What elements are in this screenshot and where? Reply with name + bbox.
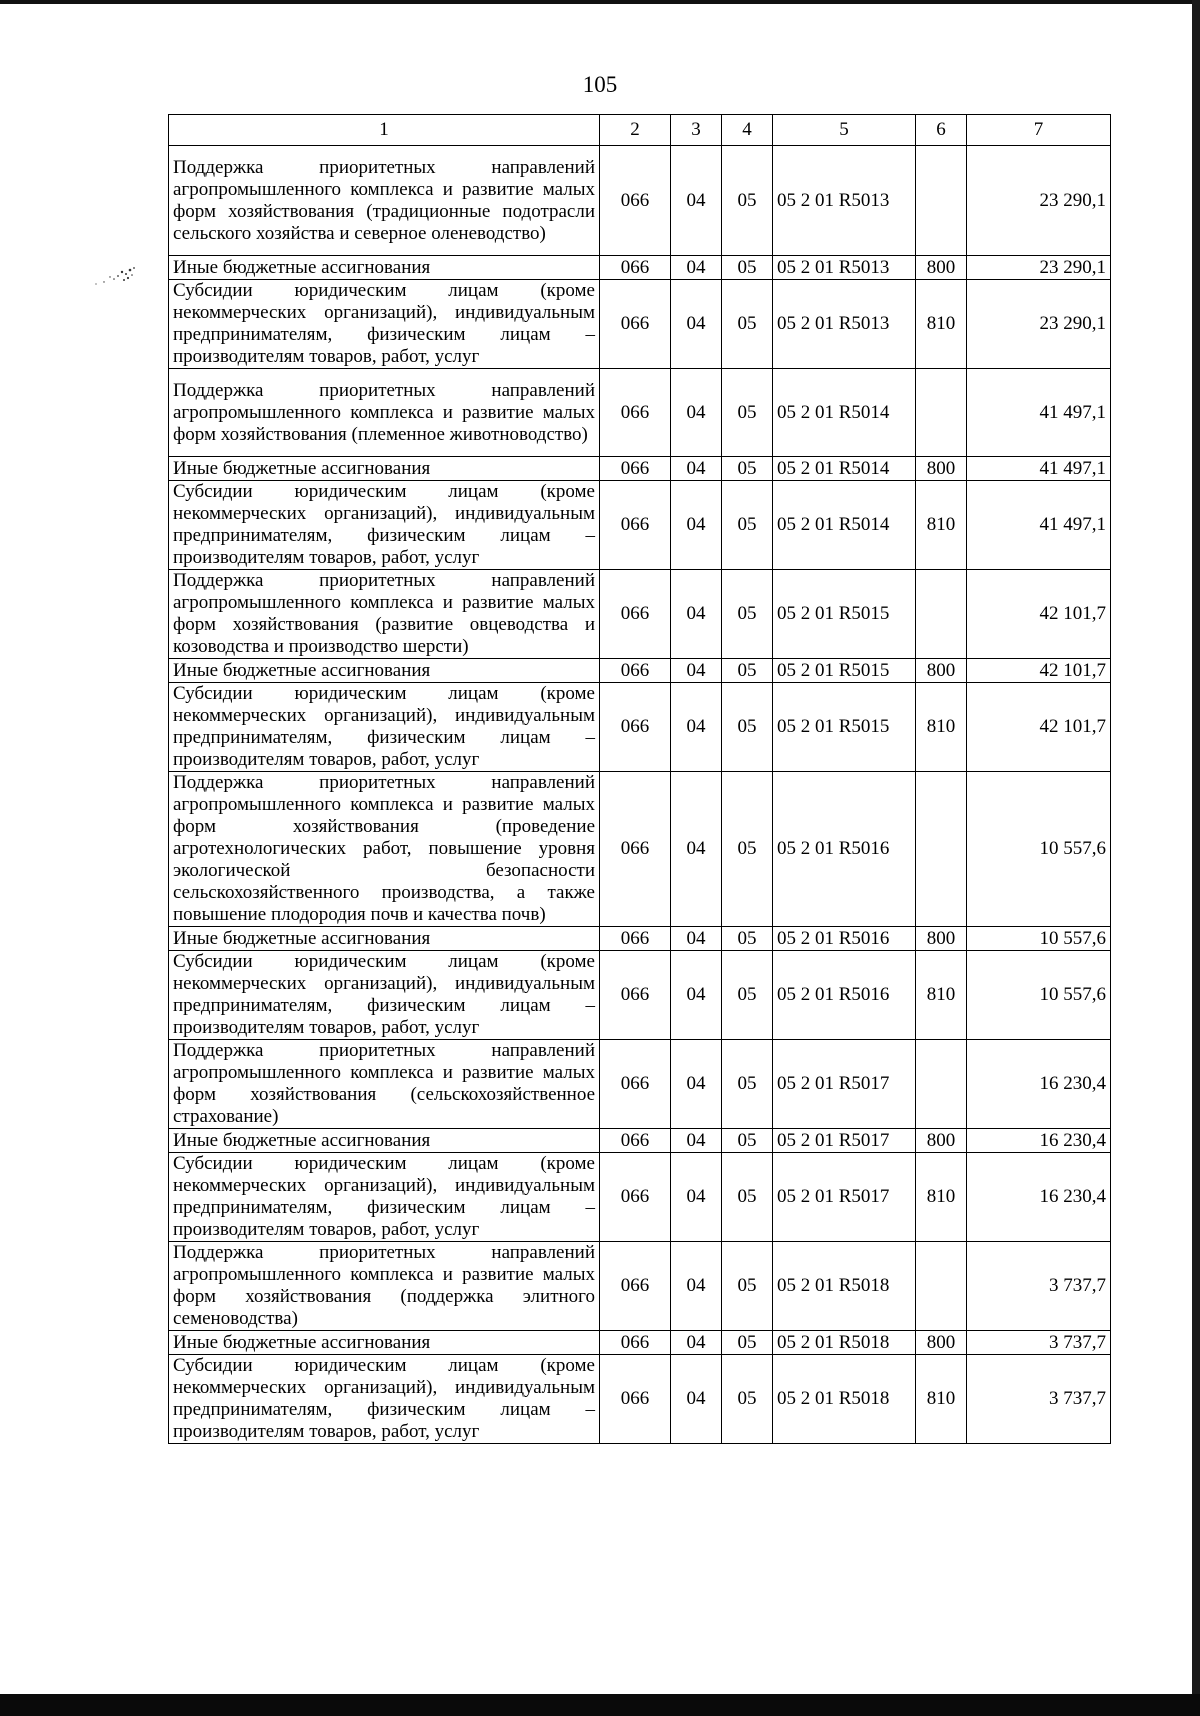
amount-cell: 42 101,7 (967, 570, 1111, 659)
row-description: Субсидии юридическим лицам (кроме некоммерческих организаций), индивидуальным предпринимателям, физическим лицам – производителям товаров, работ, услуг (169, 1153, 600, 1242)
amount-cell: 16 230,4 (967, 1153, 1111, 1242)
ministry-code-cell: 066 (600, 256, 671, 280)
table-row (169, 457, 1111, 481)
amount-cell: 41 497,1 (967, 369, 1111, 457)
amount-cell: 10 557,6 (967, 951, 1111, 1040)
target-article-cell: 05 2 01 R5017 (773, 1153, 916, 1242)
subsection-code-cell: 05 (722, 146, 773, 256)
expense-type-cell (916, 1040, 967, 1129)
section-code-cell: 04 (671, 570, 722, 659)
expense-type-cell: 810 (916, 683, 967, 772)
row-description: Иные бюджетные ассигнования (169, 256, 600, 280)
expense-type-cell: 810 (916, 1153, 967, 1242)
table-body (169, 146, 1111, 1444)
expense-type-cell (916, 369, 967, 457)
section-code-cell: 04 (671, 1242, 722, 1331)
table-row (169, 683, 1111, 772)
expense-type-cell (916, 570, 967, 659)
ministry-code-cell: 066 (600, 146, 671, 256)
amount-cell: 42 101,7 (967, 683, 1111, 772)
subsection-code-cell: 05 (722, 1153, 773, 1242)
ministry-code-cell: 066 (600, 1331, 671, 1355)
subsection-code-cell: 05 (722, 1129, 773, 1153)
target-article-cell: 05 2 01 R5014 (773, 481, 916, 570)
page-number: 105 (582, 72, 618, 97)
row-description: Иные бюджетные ассигнования (169, 1331, 600, 1355)
section-code-cell: 04 (671, 1129, 722, 1153)
expense-type-cell: 810 (916, 951, 967, 1040)
amount-cell: 23 290,1 (967, 146, 1111, 256)
row-description: Поддержка приоритетных направлений агропромышленного комплекса и развитие малых форм хозяйствования (сельскохозяйственное страхование) (169, 1040, 600, 1129)
subsection-code-cell: 05 (722, 683, 773, 772)
target-article-cell: 05 2 01 R5016 (773, 951, 916, 1040)
table-header-row (169, 115, 1111, 146)
section-code-cell: 04 (671, 1153, 722, 1242)
subsection-code-cell: 05 (722, 927, 773, 951)
row-description: Иные бюджетные ассигнования (169, 927, 600, 951)
table-row (169, 256, 1111, 280)
target-article-cell: 05 2 01 R5017 (773, 1040, 916, 1129)
section-code-cell: 04 (671, 951, 722, 1040)
ministry-code-cell: 066 (600, 927, 671, 951)
section-code-cell: 04 (671, 659, 722, 683)
target-article-cell: 05 2 01 R5017 (773, 1129, 916, 1153)
table-row (169, 280, 1111, 369)
ministry-code-cell: 066 (600, 481, 671, 570)
ministry-code-cell: 066 (600, 683, 671, 772)
section-code-cell: 04 (671, 927, 722, 951)
target-article-cell: 05 2 01 R5015 (773, 683, 916, 772)
table-row (169, 951, 1111, 1040)
row-description: Субсидии юридическим лицам (кроме некоммерческих организаций), индивидуальным предпринимателям, физическим лицам – производителям товаров, работ, услуг (169, 481, 600, 570)
expense-type-cell (916, 1242, 967, 1331)
table-row (169, 772, 1111, 927)
row-description: Иные бюджетные ассигнования (169, 659, 600, 683)
target-article-cell: 05 2 01 R5018 (773, 1331, 916, 1355)
amount-cell: 41 497,1 (967, 481, 1111, 570)
table-row (169, 1153, 1111, 1242)
ministry-code-cell: 066 (600, 1242, 671, 1331)
expense-type-cell: 810 (916, 481, 967, 570)
table-row (169, 1355, 1111, 1444)
table-row (169, 1331, 1111, 1355)
subsection-code-cell: 05 (722, 570, 773, 659)
ministry-code-cell: 066 (600, 659, 671, 683)
subsection-code-cell: 05 (722, 772, 773, 927)
header-cell: 3 (671, 115, 722, 146)
expense-type-cell: 800 (916, 457, 967, 481)
table-row (169, 1242, 1111, 1331)
target-article-cell: 05 2 01 R5016 (773, 927, 916, 951)
amount-cell: 16 230,4 (967, 1040, 1111, 1129)
section-code-cell: 04 (671, 1355, 722, 1444)
ministry-code-cell: 066 (600, 951, 671, 1040)
target-article-cell: 05 2 01 R5014 (773, 369, 916, 457)
ministry-code-cell: 066 (600, 457, 671, 481)
amount-cell: 23 290,1 (967, 256, 1111, 280)
subsection-code-cell: 05 (722, 481, 773, 570)
row-description: Субсидии юридическим лицам (кроме некоммерческих организаций), индивидуальным предпринимателям, физическим лицам – производителям товаров, работ, услуг (169, 951, 600, 1040)
table-row (169, 146, 1111, 256)
amount-cell: 3 737,7 (967, 1355, 1111, 1444)
ministry-code-cell: 066 (600, 570, 671, 659)
expense-type-cell: 800 (916, 659, 967, 683)
ministry-code-cell: 066 (600, 1153, 671, 1242)
section-code-cell: 04 (671, 1331, 722, 1355)
header-cell: 4 (722, 115, 773, 146)
row-description: Поддержка приоритетных направлений агропромышленного комплекса и развитие малых форм хозяйствования (традиционные подотрасли сельского хозяйства и северное оленеводство) (169, 146, 600, 256)
table-row (169, 481, 1111, 570)
row-description: Субсидии юридическим лицам (кроме некоммерческих организаций), индивидуальным предпринимателям, физическим лицам – производителям товаров, работ, услуг (169, 1355, 600, 1444)
header-cell: 7 (967, 115, 1111, 146)
row-description: Иные бюджетные ассигнования (169, 1129, 600, 1153)
amount-cell: 10 557,6 (967, 772, 1111, 927)
table-row (169, 369, 1111, 457)
subsection-code-cell: 05 (722, 369, 773, 457)
expense-type-cell: 800 (916, 927, 967, 951)
ministry-code-cell: 066 (600, 280, 671, 369)
target-article-cell: 05 2 01 R5014 (773, 457, 916, 481)
section-code-cell: 04 (671, 683, 722, 772)
subsection-code-cell: 05 (722, 1242, 773, 1331)
table-row (169, 1129, 1111, 1153)
expense-type-cell: 800 (916, 1331, 967, 1355)
scan-right-edge (1192, 0, 1200, 1716)
expense-type-cell: 810 (916, 1355, 967, 1444)
expense-type-cell: 800 (916, 256, 967, 280)
section-code-cell: 04 (671, 256, 722, 280)
section-code-cell: 04 (671, 457, 722, 481)
row-description: Иные бюджетные ассигнования (169, 457, 600, 481)
scan-noise-mark (92, 262, 138, 290)
ministry-code-cell: 066 (600, 1040, 671, 1129)
amount-cell: 42 101,7 (967, 659, 1111, 683)
amount-cell: 3 737,7 (967, 1331, 1111, 1355)
ministry-code-cell: 066 (600, 369, 671, 457)
section-code-cell: 04 (671, 481, 722, 570)
section-code-cell: 04 (671, 146, 722, 256)
amount-cell: 41 497,1 (967, 457, 1111, 481)
target-article-cell: 05 2 01 R5016 (773, 772, 916, 927)
target-article-cell: 05 2 01 R5013 (773, 280, 916, 369)
amount-cell: 10 557,6 (967, 927, 1111, 951)
ministry-code-cell: 066 (600, 772, 671, 927)
subsection-code-cell: 05 (722, 1355, 773, 1444)
expense-type-cell: 800 (916, 1129, 967, 1153)
header-cell: 1 (169, 115, 600, 146)
scan-top-edge (0, 0, 1200, 4)
expense-type-cell (916, 146, 967, 256)
header-cell: 2 (600, 115, 671, 146)
section-code-cell: 04 (671, 280, 722, 369)
amount-cell: 16 230,4 (967, 1129, 1111, 1153)
amount-cell: 3 737,7 (967, 1242, 1111, 1331)
target-article-cell: 05 2 01 R5015 (773, 659, 916, 683)
header-cell: 6 (916, 115, 967, 146)
ministry-code-cell: 066 (600, 1129, 671, 1153)
budget-table (168, 114, 1111, 1444)
row-description: Поддержка приоритетных направлений агропромышленного комплекса и развитие малых форм хозяйствования (развитие овцеводства и козоводства и производство шерсти) (169, 570, 600, 659)
row-description: Субсидии юридическим лицам (кроме некоммерческих организаций), индивидуальным предпринимателям, физическим лицам – производителям товаров, работ, услуг (169, 280, 600, 369)
target-article-cell: 05 2 01 R5015 (773, 570, 916, 659)
target-article-cell: 05 2 01 R5018 (773, 1242, 916, 1331)
subsection-code-cell: 05 (722, 1331, 773, 1355)
target-article-cell: 05 2 01 R5018 (773, 1355, 916, 1444)
section-code-cell: 04 (671, 369, 722, 457)
table-row (169, 927, 1111, 951)
subsection-code-cell: 05 (722, 457, 773, 481)
table-row (169, 659, 1111, 683)
subsection-code-cell: 05 (722, 280, 773, 369)
row-description: Поддержка приоритетных направлений агропромышленного комплекса и развитие малых форм хозяйствования (поддержка элитного семеноводства) (169, 1242, 600, 1331)
header-cell: 5 (773, 115, 916, 146)
section-code-cell: 04 (671, 772, 722, 927)
subsection-code-cell: 05 (722, 256, 773, 280)
row-description: Поддержка приоритетных направлений агропромышленного комплекса и развитие малых форм хозяйствования (проведение агротехнологических работ, повышение уровня экологической безопасности сельскохозяйственного производства, а также повышение плодородия почв и качества почв) (169, 772, 600, 927)
row-description: Поддержка приоритетных направлений агропромышленного комплекса и развитие малых форм хозяйствования (племенное животноводство) (169, 369, 600, 457)
scan-bottom-edge (0, 1694, 1200, 1716)
amount-cell: 23 290,1 (967, 280, 1111, 369)
subsection-code-cell: 05 (722, 951, 773, 1040)
table-row (169, 570, 1111, 659)
table-row (169, 1040, 1111, 1129)
target-article-cell: 05 2 01 R5013 (773, 256, 916, 280)
expense-type-cell: 810 (916, 280, 967, 369)
ministry-code-cell: 066 (600, 1355, 671, 1444)
expense-type-cell (916, 772, 967, 927)
subsection-code-cell: 05 (722, 1040, 773, 1129)
row-description: Субсидии юридическим лицам (кроме некоммерческих организаций), индивидуальным предпринимателям, физическим лицам – производителям товаров, работ, услуг (169, 683, 600, 772)
target-article-cell: 05 2 01 R5013 (773, 146, 916, 256)
subsection-code-cell: 05 (722, 659, 773, 683)
section-code-cell: 04 (671, 1040, 722, 1129)
